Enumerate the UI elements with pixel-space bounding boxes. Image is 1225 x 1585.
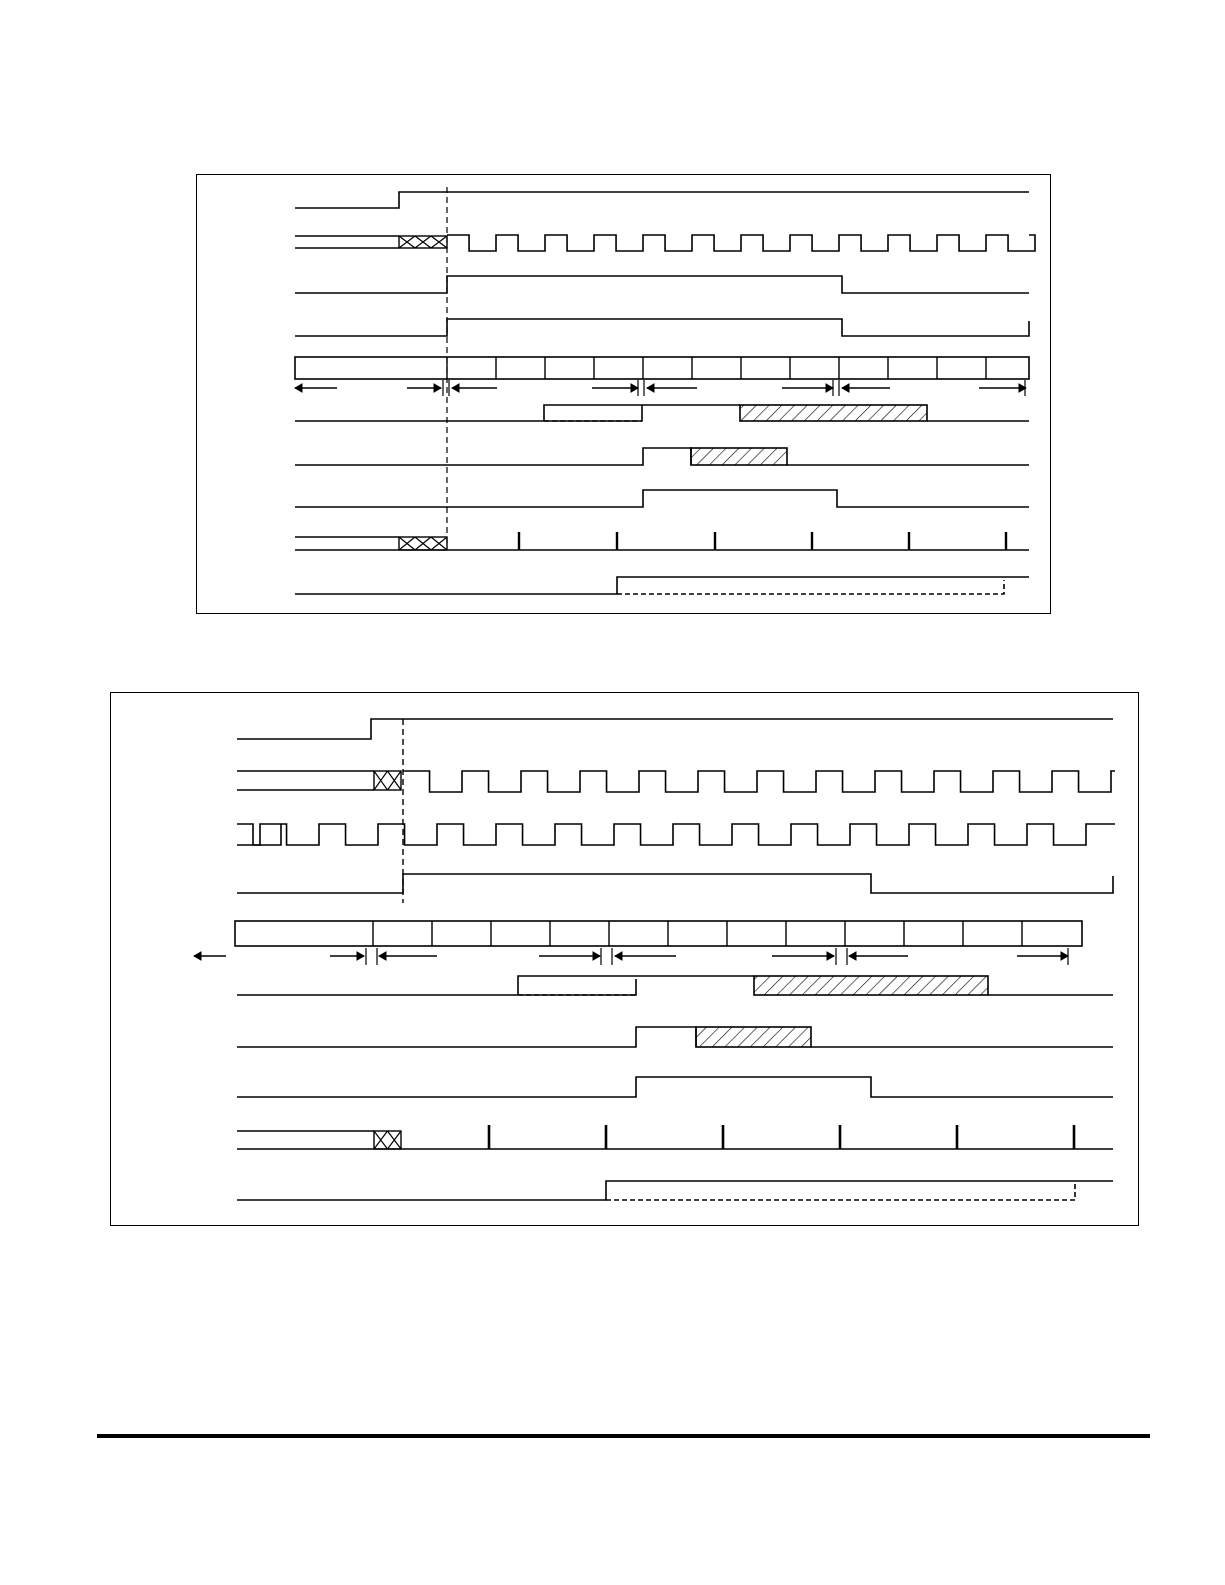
enable-wave [237,874,1113,893]
clock-b-lead [237,824,281,845]
output-window-dashed [606,1183,1075,1200]
strobe-wave [295,490,1029,507]
pulse-window-wave [295,448,1029,465]
span-arrow-left [194,952,201,960]
span-arrow-left [647,384,654,392]
count-crossed-region-cross [399,537,415,550]
reset-line-wave [237,719,1113,739]
timing-waveforms-top [197,175,1052,615]
data-window-hatch [740,405,927,421]
enable-a-wave [295,276,1029,293]
count-crossed-region-cross [415,537,431,550]
count-ticks-rail [237,1131,1113,1149]
data-window-hatch [754,976,988,995]
span-arrow-left [379,952,386,960]
count-crossed-region-cross [431,537,447,550]
clock-a-crossed-region [374,771,401,790]
strobe-wave [237,1077,1113,1097]
timing-waveforms-bottom [111,693,1140,1227]
pulse-window-hatch [691,448,787,465]
timing-diagram-bottom [110,692,1139,1226]
count-crossed-region-cross [388,1131,402,1149]
span-arrow-right [826,384,833,392]
data-window-wave [295,405,740,421]
clock-a-wave [403,771,1115,792]
span-arrow-right [827,952,834,960]
enable-b-wave [295,319,1029,336]
clock-undefined-rail [295,236,399,248]
clock-a-crossed-region-cross [374,771,388,790]
output-window-dashed [617,580,1004,594]
bit-cells-bus [295,357,1029,379]
span-arrow-left [615,952,622,960]
span-arrow-right [434,384,441,392]
output-window-wave [237,1181,1113,1200]
span-arrow-left [452,384,459,392]
bit-cells-bus [235,921,1082,946]
reset-line-wave [295,192,1029,208]
footer-rule [97,1434,1150,1438]
clock-crossed-region-cross [431,236,447,248]
count-crossed-region-cross [374,1131,388,1149]
pulse-window-hatch [696,1027,811,1047]
clock-a-undefined-rail [237,771,374,790]
count-crossed-region [374,1131,401,1149]
span-arrow-left [849,952,856,960]
span-arrow-left [295,384,302,392]
clock-crossed-region-cross [415,236,431,248]
pulse-window-wave [237,1027,1113,1047]
span-arrow-right [1061,952,1068,960]
clock-wave [447,235,1035,251]
output-window-wave [295,577,1029,594]
count-ticks-rail [295,537,1029,550]
data-window-wave [237,976,754,995]
clock-a-crossed-region-cross [388,771,402,790]
clock-b-mask [111,813,237,853]
timing-diagram-top [196,174,1051,614]
span-arrow-left [842,384,849,392]
clock-crossed-region-cross [399,236,415,248]
span-arrow-right [593,952,600,960]
span-arrow-right [631,384,638,392]
clock-b-wave [201,824,1115,845]
span-arrow-right [357,952,364,960]
